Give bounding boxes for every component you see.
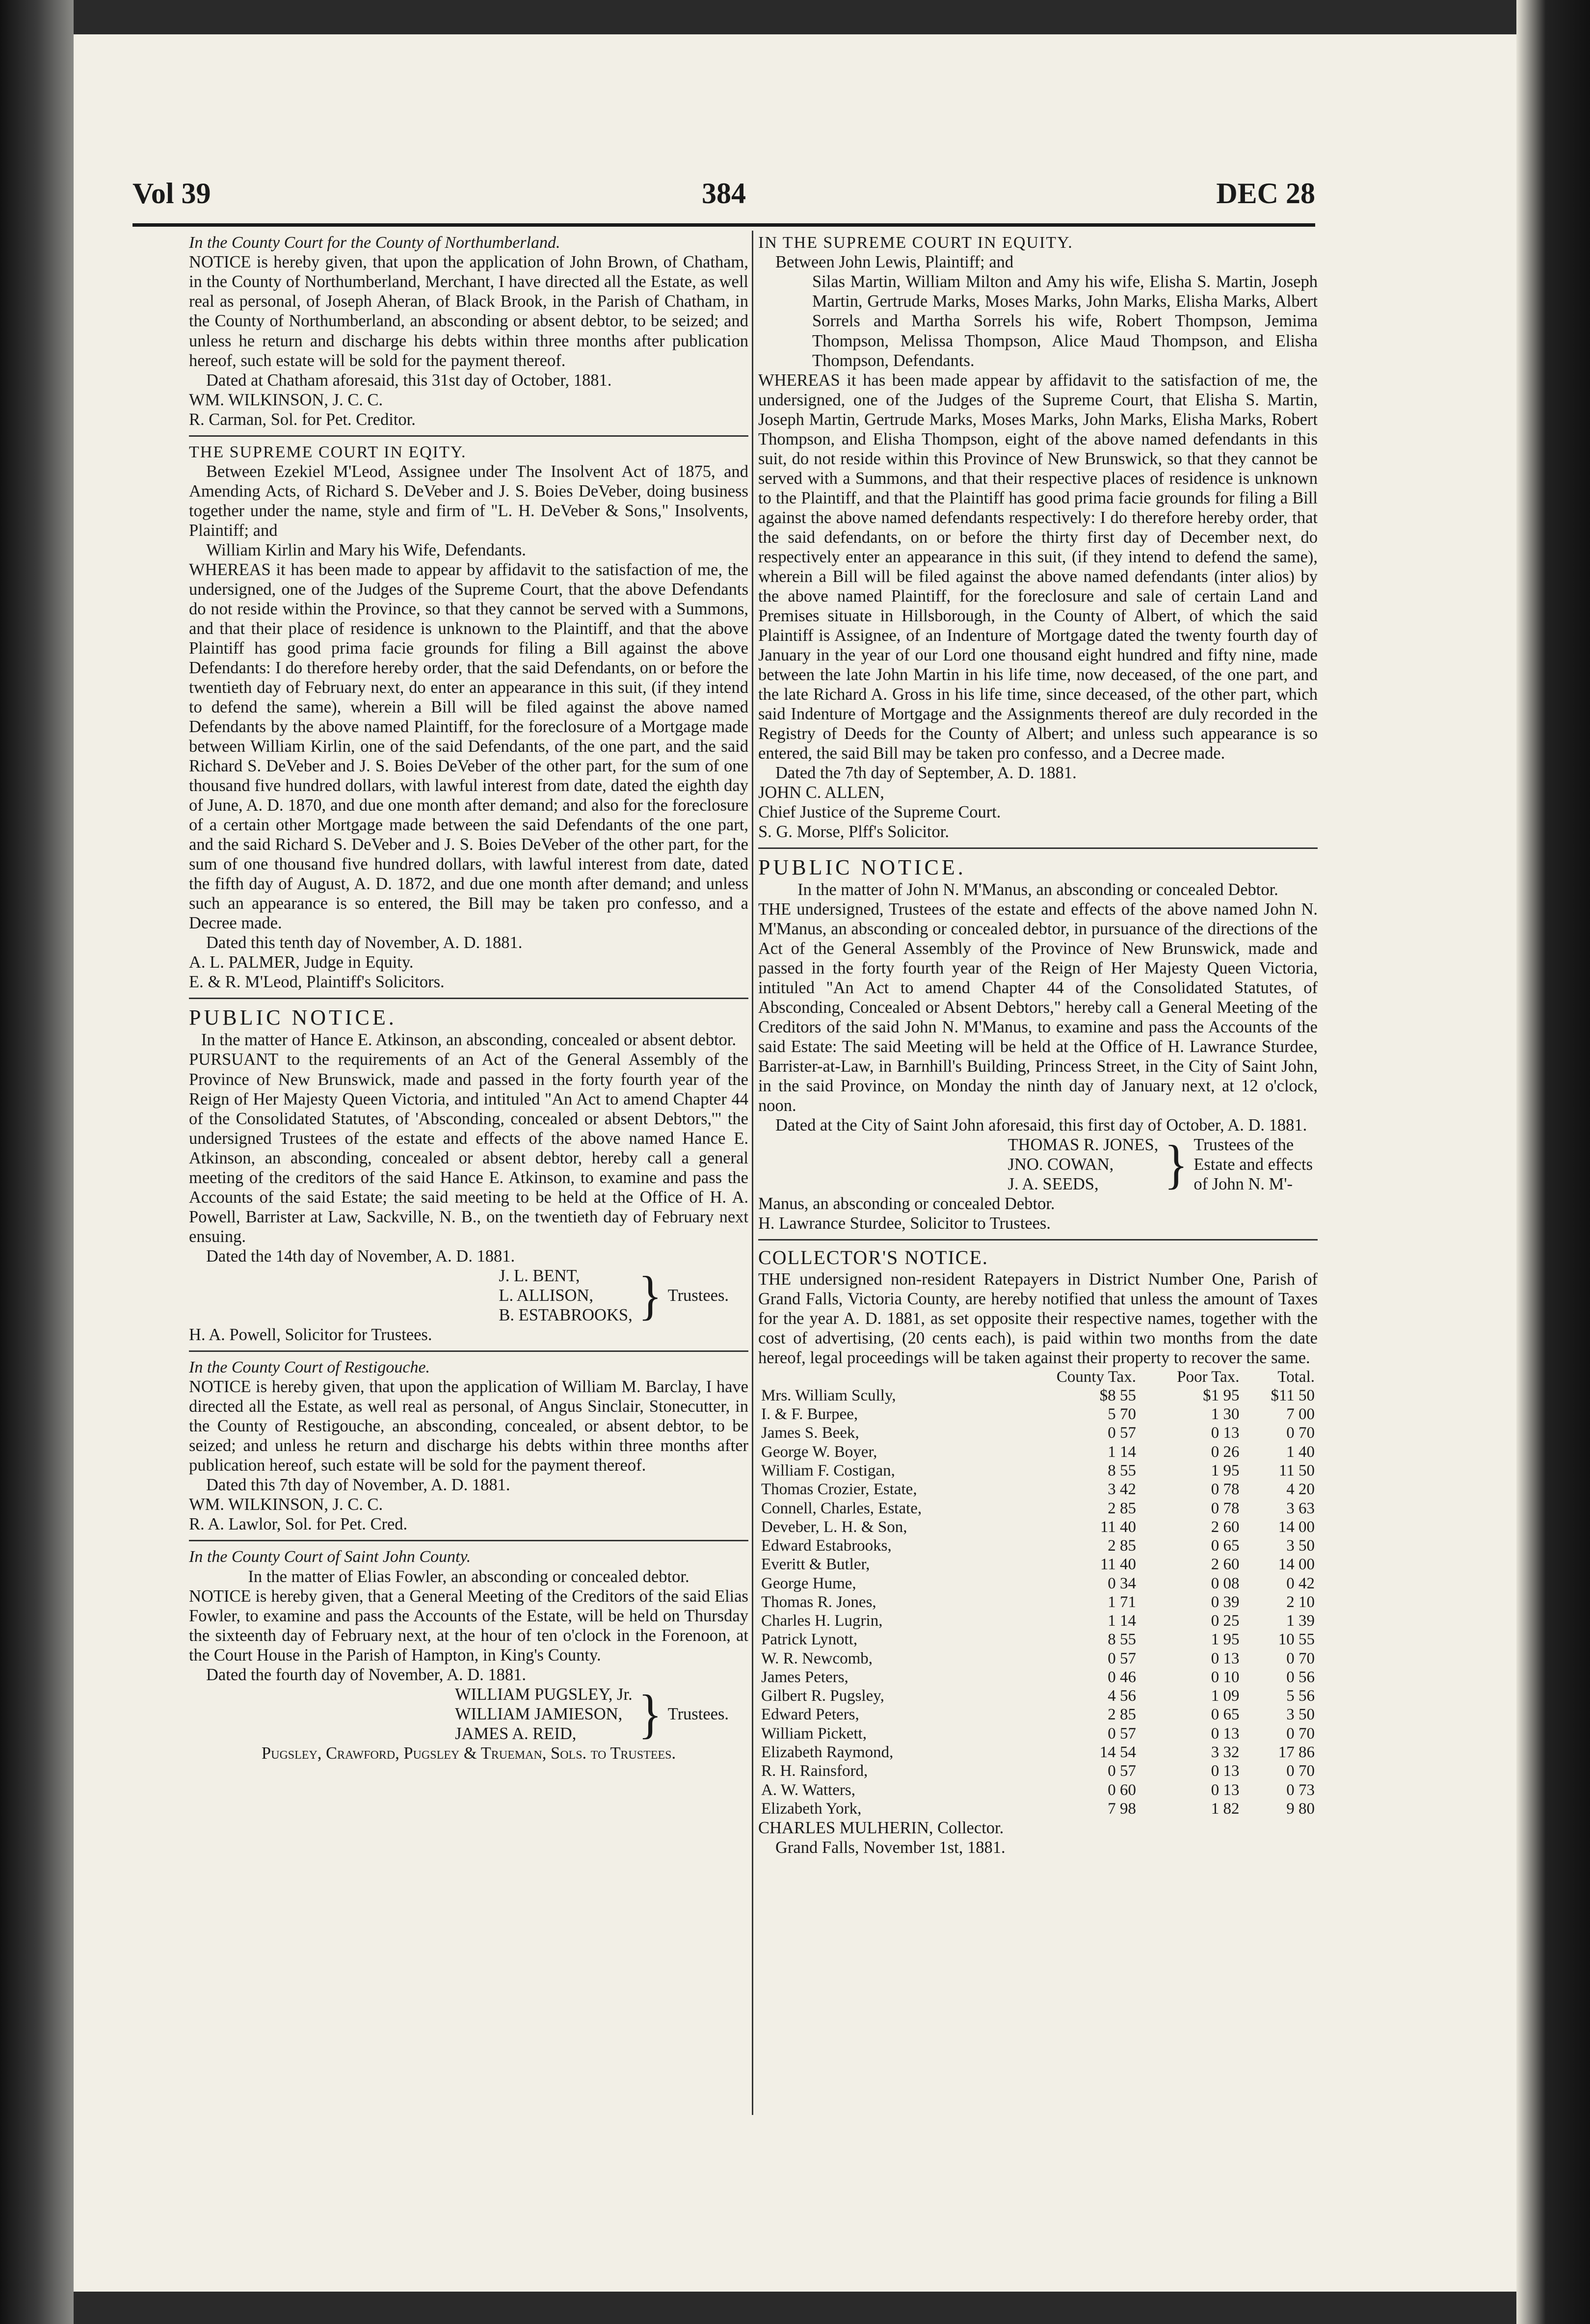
table-row [758,1536,1318,1555]
notice-solicitor: S. G. Morse, Plff's Solicitor. [758,822,949,841]
collector-signer: CHARLES MULHERIN, Collector. [758,1819,1004,1838]
county-tax: $8 55 [1099,1386,1136,1404]
notice-heading: In the County Court of Restigouche. [189,1358,430,1376]
header-rule [132,223,1315,227]
table-row [758,1668,1318,1687]
notice-solicitor: E. & R. M'Leod, Plaintiff's Solicitors. [189,973,445,992]
total-tax: 2 10 [1286,1593,1315,1611]
trustees-label: Trustees. [667,1704,729,1723]
trustees-desc: Trustees of the [1193,1136,1294,1155]
notice-solicitor: H. Lawrance Sturdee, Solicitor to Trustees. [758,1214,1051,1233]
county-tax: 2 85 [1108,1537,1136,1555]
poor-tax: 0 08 [1211,1574,1240,1592]
issue-date: DEC 28 [1216,177,1315,210]
notice-heading: PUBLIC NOTICE. [758,855,966,879]
notice-matter: In the matter of John N. M'Manus, an absconding or concealed Debtor. [797,880,1278,899]
tax-table-header [758,1368,1318,1386]
notice-body: NOTICE is hereby given, that a General Meeting of the Creditors of the said Elias Fowler, to examine and pass the Accounts of the Estate, will be held on Thursday the sixteenth day of February next, at the hour of ten o'clock in the Forenoon, at the Court House in the Parish of Hampton, in King's County. [189,1586,748,1664]
notice-public-mmanus [758,855,1318,1233]
total-tax: 5 56 [1286,1687,1315,1705]
table-row [758,1799,1318,1818]
poor-tax: 0 65 [1211,1706,1240,1724]
brace-glyph: } [1164,1134,1188,1194]
total-tax: 3 50 [1286,1537,1315,1555]
table-row [758,1461,1318,1480]
notice-dated: Dated at Chatham aforesaid, this 31st day of October, 1881. [206,370,612,390]
notice-matter: In the matter of Hance E. Atkinson, an absconding, concealed or absent debtor. [201,1030,737,1050]
trustee-name: WILLIAM JAMIESON, [455,1704,623,1723]
col-county-tax: County Tax. [1056,1368,1136,1386]
poor-tax: 0 13 [1211,1724,1240,1743]
col-name [758,1368,1010,1386]
table-row [758,1743,1318,1762]
notice-parties: Between John Lewis, Plaintiff; and [775,253,1014,272]
col-total: Total. [1277,1368,1315,1386]
poor-tax: 3 32 [1211,1743,1240,1761]
county-tax: 0 57 [1108,1649,1136,1667]
county-tax: 5 70 [1108,1405,1136,1424]
poor-tax: $1 95 [1203,1386,1240,1404]
total-tax: 14 00 [1278,1556,1315,1574]
page-number: 384 [702,177,746,210]
running-head [132,177,1315,216]
trustees-tail: Manus, an absconding or concealed Debtor. [758,1194,1055,1214]
notice-dated: Dated the 7th day of September, A. D. 1881. [775,763,1077,782]
ratepayer-name: William Pickett, [761,1724,867,1743]
county-tax: 1 14 [1108,1612,1136,1630]
total-tax: 1 40 [1286,1443,1315,1461]
notice-body: WHEREAS it has been made appear by affidavit to the satisfaction of me, the undersigned, one of the Judges of the Supreme Court, that Elisha S. Martin, Joseph Martin, Gertrude Marks, Moses Marks, John Marks, Elisha Marks, Robert Thompson, and Elisha Thompson, eight of the above named defendants in this suit, do not reside within this Province of New Brunswick, so that they cannot be served with a Summons, and that their respective places of residence is unknown to the Plaintiff, and that the Plaintiff has good prima facie grounds for filing a Bill against the above named defendants respectively: I do therefore hereby order, that the said defendants, on or before the thirty first day of December next, do respectively enter an appearance in this suit, (if they intend to defend the same), wherein a Bill will be filed against the above named defendants (inter alios) by the above named Plaintiff, for the foreclosure and sale of certain Land and Premises situate in Hillsborough, in the County of Albert, of which the said Plaintiff is Assignee, of an Indenture of Mortgage dated the twenty fourth day of January in the year of our Lord one thousand eight hundred and fifty nine, made between the late John Martin in his life time, now deceased, of the one part, and the late Richard A. Gross in his life time, since deceased, of the other part, which said Indenture of Mortgage and the Assignments thereof are duly recorded in the Registry of Deeds for the County of Albert; and unless such appearance is so entered, the said Bill may be taken pro confesso, and a Decree made. [758,370,1318,763]
table-row [758,1574,1318,1593]
column-divider [752,231,753,2115]
table-row [758,1611,1318,1630]
right-column [758,233,1318,2117]
ratepayer-name: William F. Costigan, [761,1462,895,1480]
notice-saint-john-fowler [189,1547,748,1763]
total-tax: 0 70 [1286,1724,1315,1743]
trustee-name: J. L. BENT, [499,1266,580,1285]
table-row [758,1649,1318,1668]
table-row [758,1518,1318,1536]
notice-body: PURSUANT to the requirements of an Act of the General Assembly of the Province of New Brunswick, made and passed in the forty fourth year of the Reign of Her Majesty Queen Victoria, and intituled "An Act to amend Chapter 44 of the Consolidated Statutes, of 'Absconding, concealed or absent Debtors,'" the undersigned Trustees of the estate and effects of the above named Hance E. Atkinson, an absconding, concealed or absent debtor, hereby call a general meeting of the creditors of the said Hance E. Atkinson, to examine and pass the Accounts of the said Estate; the said meeting to be held at the Office of H. A. Powell, Barrister at Law, Sackville, N. B., on the twentieth day of February next ensuing. [189,1050,748,1246]
total-tax: 4 20 [1286,1480,1315,1499]
trustee-name: B. ESTABROOKS, [499,1305,633,1324]
total-tax: $11 50 [1271,1386,1315,1404]
notice-collector [758,1246,1318,1857]
table-row [758,1781,1318,1799]
notice-signer-title: Chief Justice of the Supreme Court. [758,802,1001,821]
total-tax: 3 50 [1286,1706,1315,1724]
notice-body: NOTICE is hereby given, that upon the application of John Brown, of Chatham, in the County of Northumberland, Merchant, I have directed all the Estate, as well real as personal, of Joseph Aheran, of Black Brook, in the Parish of Chatham, in the County of Northumberland, an absconding or absent debtor, to be seized; and unless he return and discharge his debts within three months after publication hereof, such estate will be sold for the payment thereof. [189,253,748,370]
ratepayer-name: Mrs. William Scully, [761,1386,896,1404]
county-tax: 11 40 [1100,1556,1136,1574]
tax-table [758,1368,1318,1818]
total-tax: 0 70 [1286,1649,1315,1667]
notice-body: THE undersigned, Trustees of the estate and effects of the above named John N. M'Manus, an absconding or concealed debtor, in pursuance of the directions of the Act of the General Assembly of the Province of New Brunswick, made and passed in the forty fourth year of the Reign of Her Majesty Queen Victoria, intituled "An Act to amend Chapter 44 of the Consolidated Statutes, of Absconding, Concealed or Absent Debtors," hereby call a General Meeting of the Creditors of the said John N. M'Manus, to examine and pass the Accounts of the said Estate: The said Meeting will be held at the Office of H. Lawrance Sturdee, Barrister-at-Law, in Barnhill's Building, Princess Street, in the City of Saint John, in the said Province, on Monday the ninth day of January next, at 12 o'clock, noon. [758,899,1318,1115]
poor-tax: 0 26 [1211,1443,1240,1461]
notice-parties: Between Ezekiel M'Leod, Assignee under The Insolvent Act of 1875, and Amending Acts, of Richard S. DeVeber and J. S. Boies DeVeber, doing business together under the name, style and firm of "L. H. DeVeber & Sons," Insolvents, Plaintiff; and [189,462,748,540]
trustee-name: JNO. COWAN, [1007,1155,1114,1174]
notice-heading: THE SUPREME COURT IN EQITY. [189,443,467,461]
ratepayer-name: James Peters, [761,1668,848,1686]
page-edge [1516,0,1590,2324]
total-tax: 14 00 [1278,1518,1315,1536]
county-tax: 1 14 [1108,1443,1136,1461]
poor-tax: 1 95 [1211,1631,1240,1649]
notice-heading: IN THE SUPREME COURT IN EQUITY. [758,234,1073,252]
notice-heading: PUBLIC NOTICE. [189,1005,397,1030]
total-tax: 17 86 [1278,1743,1315,1761]
table-row [758,1705,1318,1724]
poor-tax: 0 25 [1211,1612,1240,1630]
ratepayer-name: Thomas Crozier, Estate, [761,1480,917,1499]
county-tax: 7 98 [1108,1799,1136,1818]
notice-supreme-court-mleod [189,443,748,992]
volume-label: Vol 39 [132,177,211,210]
notice-separator [758,1239,1318,1241]
table-row [758,1499,1318,1518]
notice-signer: WM. WILKINSON, J. C. C. [189,390,383,409]
notice-separator [189,435,748,437]
county-tax: 0 57 [1108,1724,1136,1743]
notice-solicitor: R. A. Lawlor, Sol. for Pet. Cred. [189,1515,408,1534]
table-row [758,1405,1318,1424]
poor-tax: 0 39 [1211,1593,1240,1611]
notice-body: THE undersigned non-resident Ratepayers in District Number One, Parish of Grand Falls, Victoria County, are hereby notified that unless the amount of Taxes for the year A. D. 1881, as set opposite their respective names, together with the cost of advertising, (20 cents each), is paid within two months from the date hereof, legal proceedings will be taken against their property to recover the same. [758,1269,1318,1367]
county-tax: 3 42 [1108,1480,1136,1499]
total-tax: 11 50 [1278,1462,1315,1480]
ratepayer-name: Everitt & Butler, [761,1556,870,1574]
total-tax: 1 39 [1286,1612,1315,1630]
ratepayer-name: W. R. Newcomb, [761,1649,873,1667]
ratepayer-name: Edward Peters, [761,1706,859,1724]
notice-public-atkinson [189,1005,748,1344]
ratepayer-name: Connell, Charles, Estate, [761,1499,922,1517]
notice-separator [189,1350,748,1352]
left-column [189,233,748,2117]
notice-signer: WM. WILKINSON, J. C. C. [189,1495,383,1514]
table-row [758,1593,1318,1611]
table-row [758,1687,1318,1705]
trustee-name: WILLIAM PUGSLEY, Jr. [455,1685,633,1704]
county-tax: 0 60 [1108,1781,1136,1799]
county-tax: 8 55 [1108,1631,1136,1649]
notice-solicitor: H. A. Powell, Solicitor for Trustees. [189,1325,432,1344]
ratepayer-name: Charles H. Lugrin, [761,1612,883,1630]
trustee-name: L. ALLISON, [499,1286,593,1305]
notice-northumberland [189,233,748,429]
poor-tax: 0 78 [1211,1499,1240,1517]
county-tax: 14 54 [1099,1743,1136,1761]
ratepayer-name: Gilbert R. Pugsley, [761,1687,884,1705]
ratepayer-name: R. H. Rainsford, [761,1762,868,1780]
ratepayer-name: Edward Estabrooks, [761,1537,892,1555]
notice-heading: COLLECTOR'S NOTICE. [758,1246,988,1269]
notice-dated: Dated the fourth day of November, A. D. 1881. [206,1665,527,1684]
table-row [758,1424,1318,1442]
poor-tax: 1 82 [1211,1799,1240,1818]
ratepayer-name: Elizabeth Raymond, [761,1743,894,1761]
notice-separator [189,1540,748,1541]
table-row [758,1724,1318,1743]
total-tax: 0 42 [1286,1574,1315,1592]
ratepayer-name: I. & F. Burpee, [761,1405,858,1424]
notice-separator [758,847,1318,849]
notice-supreme-court-lewis [758,233,1318,842]
trustee-block [189,1266,748,1325]
notice-heading: In the County Court of Saint John County. [189,1548,471,1566]
book-gutter [0,0,74,2324]
notice-signer: JOHN C. ALLEN, [758,783,884,802]
brace-glyph: } [638,1265,662,1325]
county-tax: 2 85 [1108,1499,1136,1517]
county-tax: 0 57 [1108,1762,1136,1780]
total-tax: 0 73 [1286,1781,1315,1799]
total-tax: 0 70 [1286,1762,1315,1780]
poor-tax: 1 09 [1211,1687,1240,1705]
notice-dated: Dated this tenth day of November, A. D. 1881. [206,933,523,952]
poor-tax: 2 60 [1211,1518,1240,1536]
table-row [758,1762,1318,1780]
total-tax: 0 56 [1286,1668,1315,1686]
notice-dated: Dated this 7th day of November, A. D. 1881. [206,1476,510,1495]
county-tax: 11 40 [1100,1518,1136,1536]
col-poor-tax: Poor Tax. [1177,1368,1240,1386]
poor-tax: 1 95 [1211,1462,1240,1480]
tax-table-body [758,1386,1318,1818]
collector-place-date: Grand Falls, November 1st, 1881. [775,1838,1006,1857]
trustee-block [189,1685,748,1743]
poor-tax: 0 78 [1211,1480,1240,1499]
trustee-name: THOMAS R. JONES, [1007,1136,1159,1155]
county-tax: 4 56 [1108,1687,1136,1705]
ratepayer-name: Patrick Lynott, [761,1631,858,1649]
county-tax: 8 55 [1108,1462,1136,1480]
ratepayer-name: Elizabeth York, [761,1799,862,1818]
notice-heading: In the County Court for the County of Northumberland. [189,234,560,252]
trustee-name: JAMES A. REID, [455,1724,577,1743]
ratepayer-name: James S. Beek, [761,1424,859,1442]
poor-tax: 0 13 [1211,1762,1240,1780]
notice-separator [189,998,748,999]
poor-tax: 2 60 [1211,1556,1240,1574]
table-row [758,1630,1318,1649]
notice-body: WHEREAS it has been made to appear by affidavit to the satisfaction of me, the undersigned, one of the Judges of the Supreme Court, that the above Defendants do not reside within the Province, so that they cannot be served with a Summons, and that their place of residence is unknown to the Plaintiff, and that the above Plaintiff has good prima facie grounds for filing a Bill against the above Defendants: I do therefore hereby order, that the said Defendants, on or before the twentieth day of February next, do enter an appearance in this suit, (if they intend to defend the same), wherein a Bill will be filed against the above named Defendants by the above named Plaintiff, for the foreclosure of a Mortgage made between William Kirlin, one of the said Defendants, of the one part, and the said Richard S. DeVeber and J. S. Boies DeVeber of the other part, for the sum of one thousand five hundred dollars, with lawful interest from date, dated the eighth day of June, A. D. 1870, and due one month after demand; and also for the foreclosure of a certain other Mortgage made between the said Defendants of the one part, and the said Richard S. DeVeber and J. S. Boies DeVeber of the other part, for the sum of one thousand five hundred dollars, with lawful interest from date, dated the fifth day of August, A. D. 1872, and due one month after demand; and unless such an appearance is so entered, the Bill may be taken pro confesso, and a Decree made. [189,560,748,933]
poor-tax: 0 65 [1211,1537,1240,1555]
total-tax: 3 63 [1286,1499,1315,1517]
county-tax: 0 46 [1108,1668,1136,1686]
notice-body: NOTICE is hereby given, that upon the application of William M. Barclay, I have directed all the Estate, as well real as personal, of Angus Sinclair, Stonecutter, in the County of Restigouche, an absconding, concealed, or absent debtor, to be seized; and unless he return and discharge his debts within three months after publication hereof, such estate will be sold for the payment thereof. [189,1377,748,1475]
notice-signer: A. L. PALMER, Judge in Equity. [189,953,414,972]
county-tax: 0 57 [1108,1424,1136,1442]
poor-tax: 1 30 [1211,1405,1240,1424]
table-row [758,1443,1318,1461]
notice-restigouche [189,1358,748,1534]
poor-tax: 0 13 [1211,1424,1240,1442]
notice-solicitor: R. Carman, Sol. for Pet. Creditor. [189,410,416,429]
table-row [758,1555,1318,1574]
total-tax: 9 80 [1286,1799,1315,1818]
table-row [758,1480,1318,1499]
trustee-name: J. A. SEEDS, [1007,1175,1099,1194]
total-tax: 7 00 [1286,1405,1315,1424]
ratepayer-name: George W. Boyer, [761,1443,877,1461]
ratepayer-name: George Hume, [761,1574,856,1592]
brace-glyph: } [638,1684,662,1744]
notice-dated: Dated at the City of Saint John aforesaid, this first day of October, A. D. 1881. [775,1116,1307,1135]
total-tax: 0 70 [1286,1424,1315,1442]
trustees-desc: Estate and effects [1193,1155,1313,1174]
notice-dated: Dated the 14th day of November, A. D. 1881. [206,1246,515,1266]
notice-defendants: William Kirlin and Mary his Wife, Defendants. [206,541,526,560]
trustees-label: Trustees. [667,1286,729,1305]
ratepayer-name: Deveber, L. H. & Son, [761,1518,907,1536]
total-tax: 10 55 [1278,1631,1315,1649]
poor-tax: 0 13 [1211,1649,1240,1667]
notice-defendants: Silas Martin, William Milton and Amy his wife, Elisha S. Martin, Joseph Martin, Gertrude Marks, Moses Marks, John Marks, Elisha Marks, Albert Sorrels and Martha Sorrels his wife, Robert Thompson, Jemima Thompson, Melissa Thompson, Alice Maud Thompson, and Elisha Thompson, Defendants. [812,272,1318,370]
county-tax: 2 85 [1108,1706,1136,1724]
ratepayer-name: Thomas R. Jones, [761,1593,876,1611]
ratepayer-name: A. W. Watters, [761,1781,855,1799]
county-tax: 1 71 [1108,1593,1136,1611]
notice-solicitor: Pugsley, Crawford, Pugsley & Trueman, Sols. to Trustees. [261,1743,676,1763]
county-tax: 0 34 [1108,1574,1136,1592]
poor-tax: 0 10 [1211,1668,1240,1686]
table-row [758,1386,1318,1405]
trustees-desc: of John N. M'- [1193,1175,1293,1194]
trustee-block [758,1135,1318,1194]
poor-tax: 0 13 [1211,1781,1240,1799]
notice-matter: In the matter of Elias Fowler, an absconding or concealed debtor. [248,1567,689,1586]
